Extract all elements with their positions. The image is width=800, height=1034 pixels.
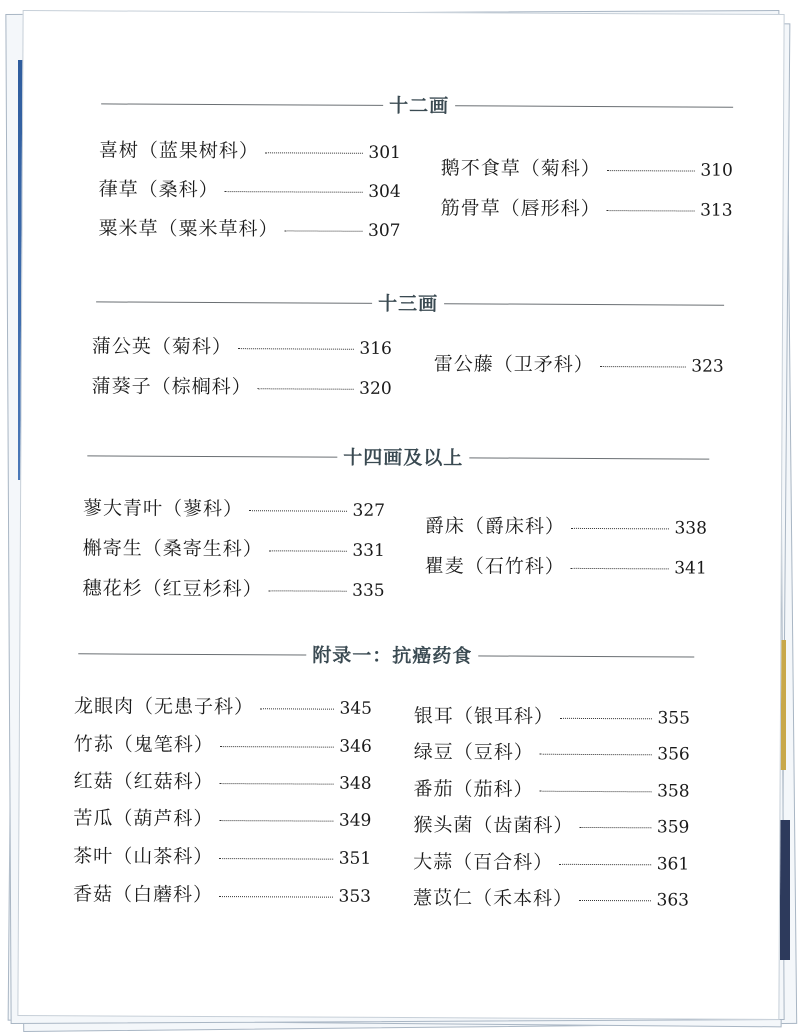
entry-page: 335	[352, 580, 385, 601]
dot-leader	[265, 152, 363, 154]
entry-family: （唇形科）	[500, 197, 601, 221]
toc-entry[interactable]	[414, 701, 690, 730]
entry-page: 361	[656, 854, 690, 875]
toc-entry[interactable]	[413, 774, 689, 803]
entry-page: 349	[338, 810, 372, 831]
entry-family: （白蘑科）	[112, 883, 214, 907]
entry-name: 猴头菌	[413, 814, 474, 837]
entry-page: 323	[691, 356, 724, 377]
dot-leader	[579, 827, 651, 828]
entry-name: 穗花杉	[82, 577, 143, 600]
toc-entry[interactable]	[92, 331, 392, 361]
dot-leader	[571, 528, 669, 530]
entry-name: 番茄	[413, 778, 454, 801]
entry-page: 345	[339, 698, 373, 719]
entry-page: 356	[657, 744, 690, 765]
toc-entry[interactable]	[414, 737, 690, 766]
section-header-12-strokes	[101, 89, 733, 122]
entry-page: 307	[367, 220, 401, 241]
toc-entry[interactable]	[74, 766, 372, 796]
entry-page: 346	[339, 736, 372, 757]
dot-leader	[560, 718, 652, 719]
section-header-appendix-1	[78, 639, 694, 672]
entry-family: （红豆杉科）	[142, 577, 263, 601]
dot-leader	[220, 746, 334, 748]
dot-leader	[249, 510, 347, 512]
dot-leader	[607, 170, 695, 171]
entry-family: （红菇科）	[113, 770, 214, 794]
toc-entry[interactable]	[73, 803, 371, 833]
entry-name: 槲寄生	[82, 537, 143, 560]
dot-leader	[285, 230, 363, 231]
entry-page: 304	[368, 181, 401, 202]
entry-page: 359	[656, 817, 690, 838]
dot-leader	[571, 568, 669, 570]
toc-entry[interactable]	[441, 153, 733, 183]
entry-family: （茄科）	[453, 778, 534, 801]
section-title: 十四画及以上	[337, 443, 469, 471]
dot-leader	[607, 210, 695, 211]
toc-entry[interactable]	[83, 573, 385, 603]
entry-page: 310	[700, 160, 733, 181]
dot-leader	[238, 348, 354, 350]
toc-entry[interactable]	[413, 810, 689, 839]
entry-page: 353	[338, 886, 372, 907]
entry-page: 338	[674, 518, 707, 539]
toc-entry[interactable]	[434, 349, 724, 379]
entry-page: 320	[359, 378, 392, 399]
dot-leader	[540, 791, 652, 793]
section-header-13-strokes	[96, 287, 724, 320]
toc-entry[interactable]	[99, 174, 401, 204]
entry-family: （蓝果树科）	[138, 139, 259, 163]
entry-name: 筋骨草	[440, 197, 501, 220]
entry-family: （禾本科）	[472, 887, 574, 910]
section-header-14-plus-strokes	[87, 441, 709, 474]
entry-name: 茶叶	[73, 845, 114, 868]
toc-entry[interactable]	[413, 883, 689, 912]
entry-name: 蒲公英	[91, 335, 152, 358]
entry-family: （蓼科）	[162, 497, 244, 521]
entry-family: （无患子科）	[133, 695, 255, 719]
dot-leader	[219, 820, 333, 822]
entry-page: 363	[656, 890, 690, 911]
entry-name: 爵床	[424, 515, 466, 538]
entry-name: 香菇	[72, 883, 114, 906]
entry-family: （粟米草科）	[158, 217, 279, 241]
entry-name: 蒲葵子	[91, 375, 152, 398]
toc-entry[interactable]	[98, 213, 400, 243]
dot-leader	[220, 783, 334, 785]
entry-name: 薏苡仁	[412, 887, 474, 910]
entry-family: （桑科）	[138, 178, 219, 202]
toc-page	[17, 10, 784, 1020]
entry-family: （鬼笔科）	[113, 733, 214, 757]
entry-page: 316	[359, 338, 392, 359]
toc-entry[interactable]	[74, 691, 372, 721]
dot-leader	[540, 754, 652, 756]
entry-page: 301	[368, 142, 401, 163]
section-title: 附录一：抗癌药食	[306, 641, 478, 669]
entry-page: 358	[657, 781, 690, 802]
entry-name: 雷公藤	[433, 353, 494, 376]
entry-name: 大蒜	[413, 851, 454, 874]
entry-family: （菊科）	[520, 157, 601, 181]
entry-family: （葫芦科）	[113, 807, 214, 831]
toc-entry[interactable]	[92, 371, 392, 401]
entry-name: 苦瓜	[73, 807, 114, 830]
toc-entry[interactable]	[425, 511, 707, 540]
entry-name: 蓼大青叶	[82, 497, 164, 520]
entry-name: 鹅不食草	[440, 157, 521, 180]
entry-family: （棕榈科）	[151, 375, 252, 399]
entry-family: （山茶科）	[113, 845, 214, 869]
toc-entry[interactable]	[83, 493, 385, 523]
dot-leader	[258, 388, 354, 390]
entry-name: 竹荪	[73, 733, 114, 756]
entry-page: 355	[657, 708, 690, 729]
toc-entry[interactable]	[99, 135, 401, 165]
entry-family: （爵床科）	[464, 515, 566, 538]
section-title: 十二画	[383, 91, 455, 118]
entry-family: （桑寄生科）	[142, 537, 263, 561]
entry-page: 348	[339, 773, 372, 794]
entry-name: 红菇	[73, 770, 114, 793]
entry-page: 331	[352, 540, 385, 561]
toc-entry[interactable]	[83, 533, 385, 563]
dot-leader	[225, 191, 363, 193]
entry-name: 葎草	[98, 178, 139, 201]
dot-leader	[219, 896, 333, 898]
entry-family: （百合科）	[453, 851, 554, 874]
entry-family: （豆科）	[453, 741, 534, 764]
toc-entry[interactable]	[73, 841, 371, 871]
entry-name: 粟米草	[98, 217, 159, 240]
entry-page: 327	[352, 500, 386, 521]
entry-family: （菊科）	[151, 335, 232, 359]
entry-name: 银耳	[413, 705, 455, 728]
section-title: 十三画	[372, 289, 444, 316]
toc-entry[interactable]	[73, 879, 371, 909]
entry-family: （齿菌科）	[473, 814, 574, 837]
dot-leader	[219, 858, 333, 860]
entry-family: （银耳科）	[453, 705, 555, 728]
toc-entry[interactable]	[413, 847, 689, 876]
dot-leader	[600, 366, 686, 367]
dot-leader	[559, 864, 651, 865]
entry-page: 341	[674, 558, 707, 579]
entry-name: 龙眼肉	[73, 695, 135, 718]
entry-name: 喜树	[98, 139, 139, 162]
entry-page: 351	[338, 848, 372, 869]
toc-entry[interactable]	[441, 193, 733, 223]
dot-leader	[260, 708, 334, 709]
dot-leader	[579, 900, 651, 901]
entry-page: 313	[700, 200, 733, 221]
entry-family: （卫矛科）	[493, 353, 594, 377]
dot-leader	[269, 550, 347, 551]
entry-family: （石竹科）	[464, 555, 565, 578]
toc-entry[interactable]	[425, 551, 707, 580]
cover-edge-dark	[780, 820, 790, 960]
entry-name: 绿豆	[413, 741, 454, 764]
dot-leader	[269, 590, 347, 591]
entry-name: 瞿麦	[424, 555, 465, 578]
toc-entry[interactable]	[74, 729, 372, 759]
